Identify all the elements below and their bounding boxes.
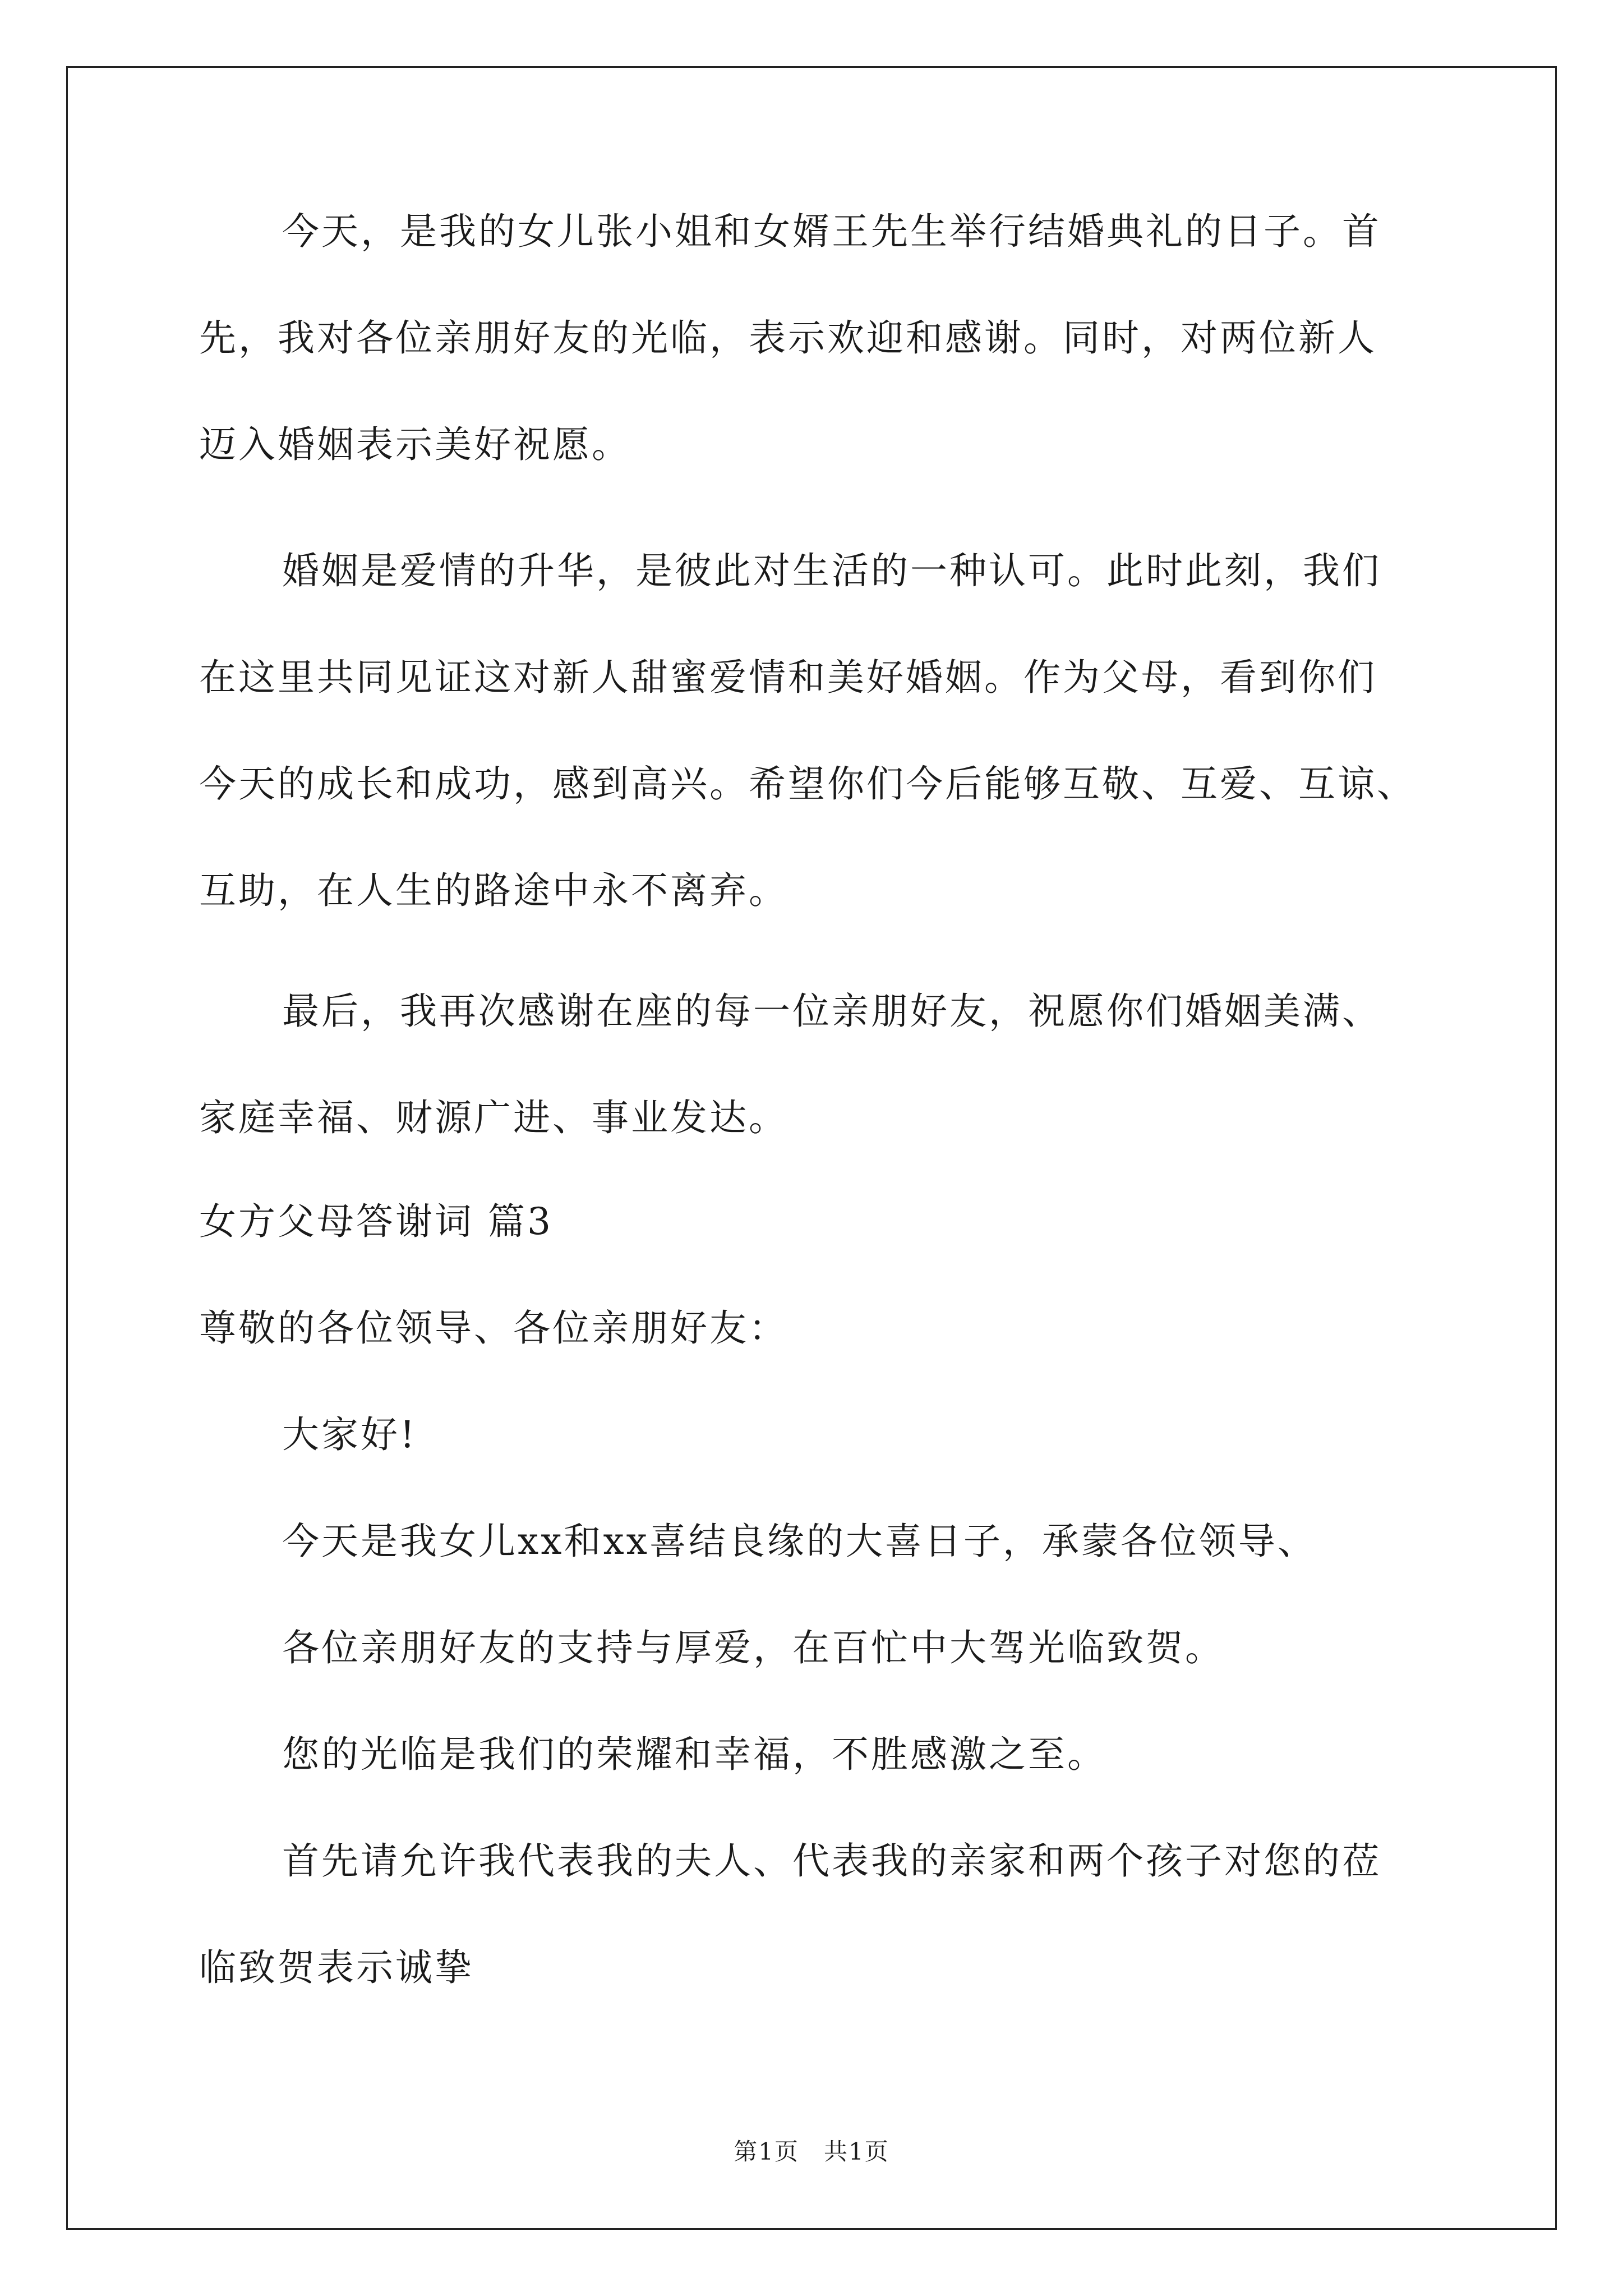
page-number: 第1页 共1页 [734,2138,889,2165]
paragraph-5-line-1: 您的光临是我们的荣耀和幸福，不胜感激之至。 [282,1733,1106,1776]
paragraph-6-line-1: 首先请允许我代表我的夫人、代表我的亲家和两个孩子对您的莅 [282,1839,1381,1883]
paragraph-2-line-4: 互助，在人生的路途中永不离弃。 [199,869,788,912]
paragraph-4-line-2: 各位亲朋好友的支持与厚爱，在百忙中大驾光临致贺。 [282,1626,1224,1669]
page-border [66,66,1557,2230]
section-heading: 女方父母答谢词 篇3 [199,1200,553,1243]
paragraph-2-line-3: 今天的成长和成功，感到高兴。希望你们今后能够互敬、互爱、互谅、 [199,762,1416,806]
paragraph-2-line-2: 在这里共同见证这对新人甜蜜爱情和美好婚姻。作为父母，看到你们 [199,656,1377,699]
paragraph-3-line-2: 家庭幸福、财源广进、事业发达。 [199,1096,788,1139]
paragraph-4-line-1: 今天是我女儿xx和xx喜结良缘的大喜日子，承蒙各位领导、 [282,1520,1317,1563]
greeting: 大家好! [282,1413,417,1456]
paragraph-1-line-3: 迈入婚姻表示美好祝愿。 [199,423,631,466]
paragraph-3-line-1: 最后，我再次感谢在座的每一位亲朋好友，祝愿你们婚姻美满、 [282,990,1381,1033]
paragraph-2-line-1: 婚姻是爱情的升华，是彼此对生活的一种认可。此时此刻，我们 [282,549,1381,592]
salutation: 尊敬的各位领导、各位亲朋好友： [199,1306,788,1350]
paragraph-1-line-2: 先，我对各位亲朋好友的光临，表示欢迎和感谢。同时，对两位新人 [199,316,1377,360]
paragraph-1-line-1: 今天，是我的女儿张小姐和女婿王先生举行结婚典礼的日子。首 [282,210,1381,253]
paragraph-6-line-2: 临致贺表示诚挚 [199,1946,474,1989]
